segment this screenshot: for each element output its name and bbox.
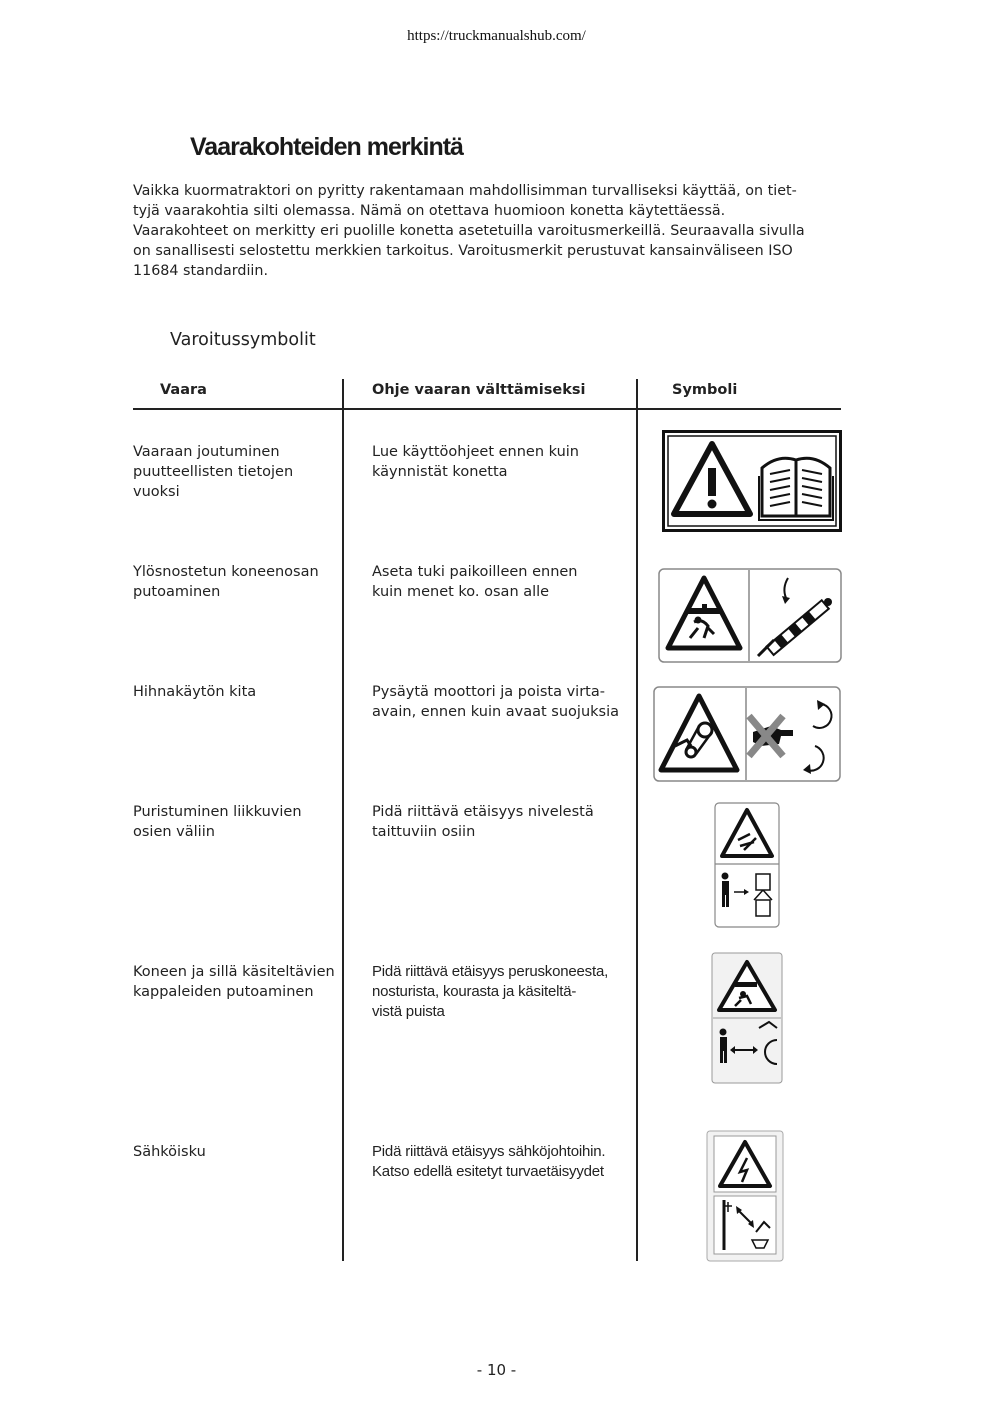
cell-line: taittuviin osiin xyxy=(372,824,476,840)
table-row-instruction xyxy=(372,682,619,722)
cell-line: Pidä riittävä etäisyys nivelestä xyxy=(372,804,594,820)
cell-line: vuoksi xyxy=(133,484,180,500)
support-prop-warning-icon xyxy=(658,568,842,664)
cell-line: vistä puista xyxy=(372,1003,445,1020)
cell-line: Ylösnostetun koneenosan xyxy=(133,564,319,580)
table-row-hazard xyxy=(133,562,319,602)
cell-line: Pidä riittävä etäisyys sähköjohtoihin. xyxy=(372,1143,606,1160)
intro-line: on sanallisesti selostettu merkkien tarkoitus. Varoitusmerkit perustuvat kansainväliseen ISO xyxy=(133,243,793,259)
belt-drive-warning-icon xyxy=(653,686,841,784)
column-header-symbol: Symboli xyxy=(672,382,738,398)
cell-line: kappaleiden putoaminen xyxy=(133,984,314,1000)
table-row-hazard xyxy=(133,802,302,842)
cell-line: putoaminen xyxy=(133,584,221,600)
section-subtitle: Varoitussymbolit xyxy=(170,330,316,350)
falling-load-warning-icon xyxy=(711,952,783,1084)
table-row-hazard xyxy=(133,442,293,502)
articulation-crush-warning-icon xyxy=(714,802,780,930)
cell-line: kuin menet ko. osan alle xyxy=(372,584,550,600)
table-column-divider xyxy=(342,379,344,1261)
table-row-hazard xyxy=(133,1142,206,1162)
cell-line: avain, ennen kuin avaat suojuksia xyxy=(372,704,620,720)
cell-line: nosturista, kourasta ja käsiteltä- xyxy=(372,983,577,1000)
cell-line: Pidä riittävä etäisyys peruskoneesta, xyxy=(372,963,609,980)
intro-paragraph xyxy=(133,181,845,281)
table-row-instruction xyxy=(372,962,608,1022)
column-header-instruction: Ohje vaaran välttämiseksi xyxy=(372,382,586,398)
intro-line: tyjä vaarakohtia silti olemassa. Nämä on otettava huomioon konetta käytettäessä. xyxy=(133,203,726,219)
cell-line: Sähköisku xyxy=(133,1144,206,1160)
read-manual-warning-icon xyxy=(662,430,842,532)
cell-line: käynnistät konetta xyxy=(372,464,508,480)
table-row-instruction xyxy=(372,442,579,482)
table-header-rule xyxy=(133,408,841,410)
table-row-instruction xyxy=(372,802,594,842)
cell-line: osien väliin xyxy=(133,824,215,840)
page-number: - 10 - xyxy=(476,1361,517,1379)
table-row-instruction xyxy=(372,562,578,602)
cell-line: Koneen ja sillä käsiteltävien xyxy=(133,964,335,980)
table-row-hazard xyxy=(133,682,256,702)
cell-line: Aseta tuki paikoilleen ennen xyxy=(372,564,578,580)
cell-line: Lue käyttöohjeet ennen kuin xyxy=(372,444,580,460)
intro-line: Vaarakohteet on merkitty eri puolille konetta asetetuilla varoitusmerkeillä. Seuraavalla sivulla xyxy=(133,223,805,239)
cell-line: Hihnakäytön kita xyxy=(133,684,257,700)
page-title: Vaarakohteiden merkintä xyxy=(190,133,463,161)
cell-line: Pysäytä moottori ja poista virta- xyxy=(372,684,605,700)
cell-line: Katso edellä esitetyt turvaetäisyydet xyxy=(372,1163,604,1180)
column-header-hazard: Vaara xyxy=(160,382,207,398)
cell-line: Puristuminen liikkuvien xyxy=(133,804,302,820)
header-url: https://truckmanualshub.com/ xyxy=(407,28,586,44)
cell-line: Vaaraan joutuminen xyxy=(133,444,280,460)
intro-line: Vaikka kuormatraktori on pyritty rakentamaan mahdollisimman turvalliseksi käyttää, on tiet- xyxy=(133,183,797,199)
table-row-instruction xyxy=(372,1142,605,1182)
intro-line: 11684 standardiin. xyxy=(133,263,268,279)
table-column-divider xyxy=(636,379,638,1261)
table-row-hazard xyxy=(133,962,335,1002)
cell-line: puutteellisten tietojen xyxy=(133,464,294,480)
electric-shock-warning-icon xyxy=(706,1130,784,1262)
